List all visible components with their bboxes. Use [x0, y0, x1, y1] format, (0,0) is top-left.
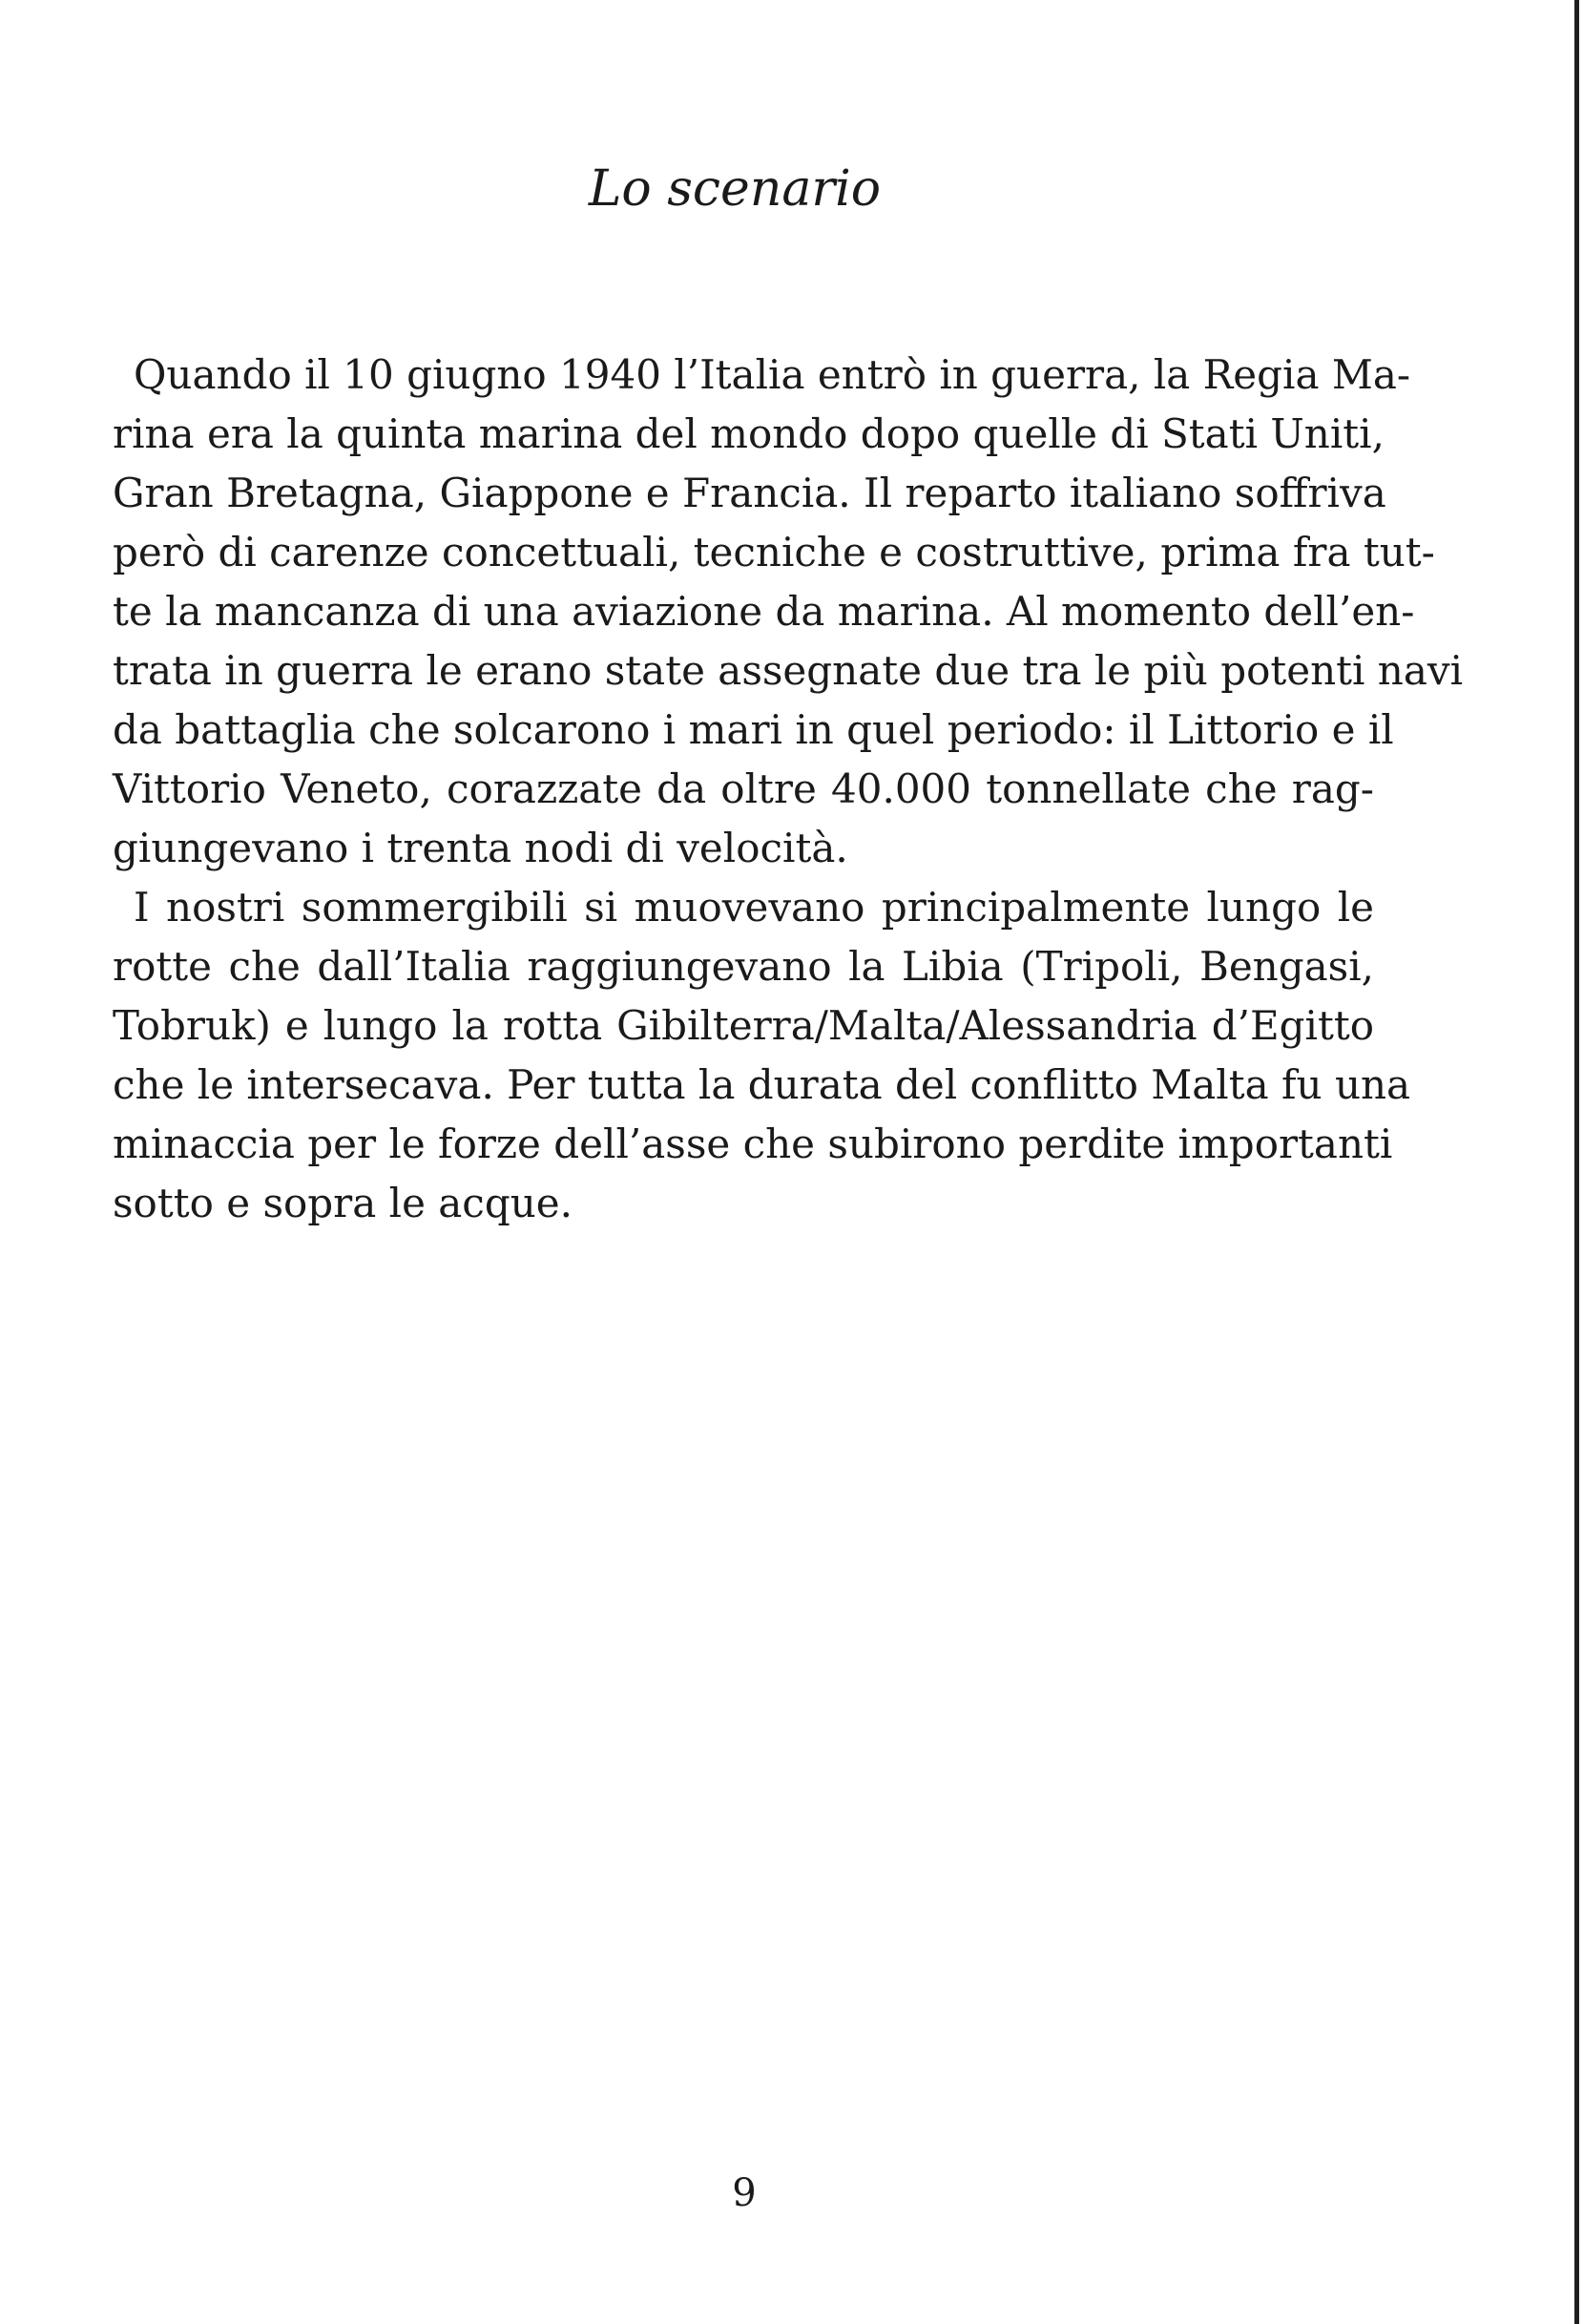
chapter-title: Lo scenario	[588, 160, 882, 218]
page-edge-shadow	[1574, 0, 1579, 2324]
text-line: I nostri sommergibili si muovevano principalmente lungo le	[134, 884, 1374, 931]
paragraph	[113, 345, 1464, 878]
text-line: trata in guerra le erano state assegnate due tra le più potenti navi	[113, 647, 1464, 694]
text-line: Vittorio Veneto, corazzate da oltre 40.000 tonnellate che rag-	[113, 765, 1374, 812]
text-line: sotto e sopra le acque.	[113, 1180, 573, 1226]
text-line: Gran Bretagna, Giappone e Francia. Il reparto italiano soffriva	[113, 470, 1386, 516]
text-line: rina era la quinta marina del mondo dopo quelle di Stati Uniti,	[113, 410, 1385, 457]
text-line: te la mancanza di una aviazione da marina. Al momento dell’en-	[113, 588, 1415, 635]
text-line: che le intersecava. Per tutta la durata del conflitto Malta fu una	[113, 1061, 1411, 1108]
text-line: giungevano i trenta nodi di velocità.	[113, 825, 848, 871]
text-line: minaccia per le forze dell’asse che subirono perdite importanti	[113, 1120, 1393, 1167]
body-text	[113, 345, 1464, 1233]
text-line: rotte che dall’Italia raggiungevano la Libia (Tripoli, Bengasi,	[113, 943, 1374, 990]
text-line: Tobruk) e lungo la rotta Gibilterra/Malta/Alessandria d’Egitto	[113, 1002, 1374, 1049]
page-number: 9	[732, 2171, 757, 2215]
paragraph	[113, 878, 1411, 1233]
text-line: Quando il 10 giugno 1940 l’Italia entrò in guerra, la Regia Ma-	[134, 351, 1411, 398]
text-line: da battaglia che solcarono i mari in quel periodo: il Littorio e il	[113, 706, 1394, 753]
text-line: però di carenze concettuali, tecniche e costruttive, prima fra tut-	[113, 529, 1435, 576]
